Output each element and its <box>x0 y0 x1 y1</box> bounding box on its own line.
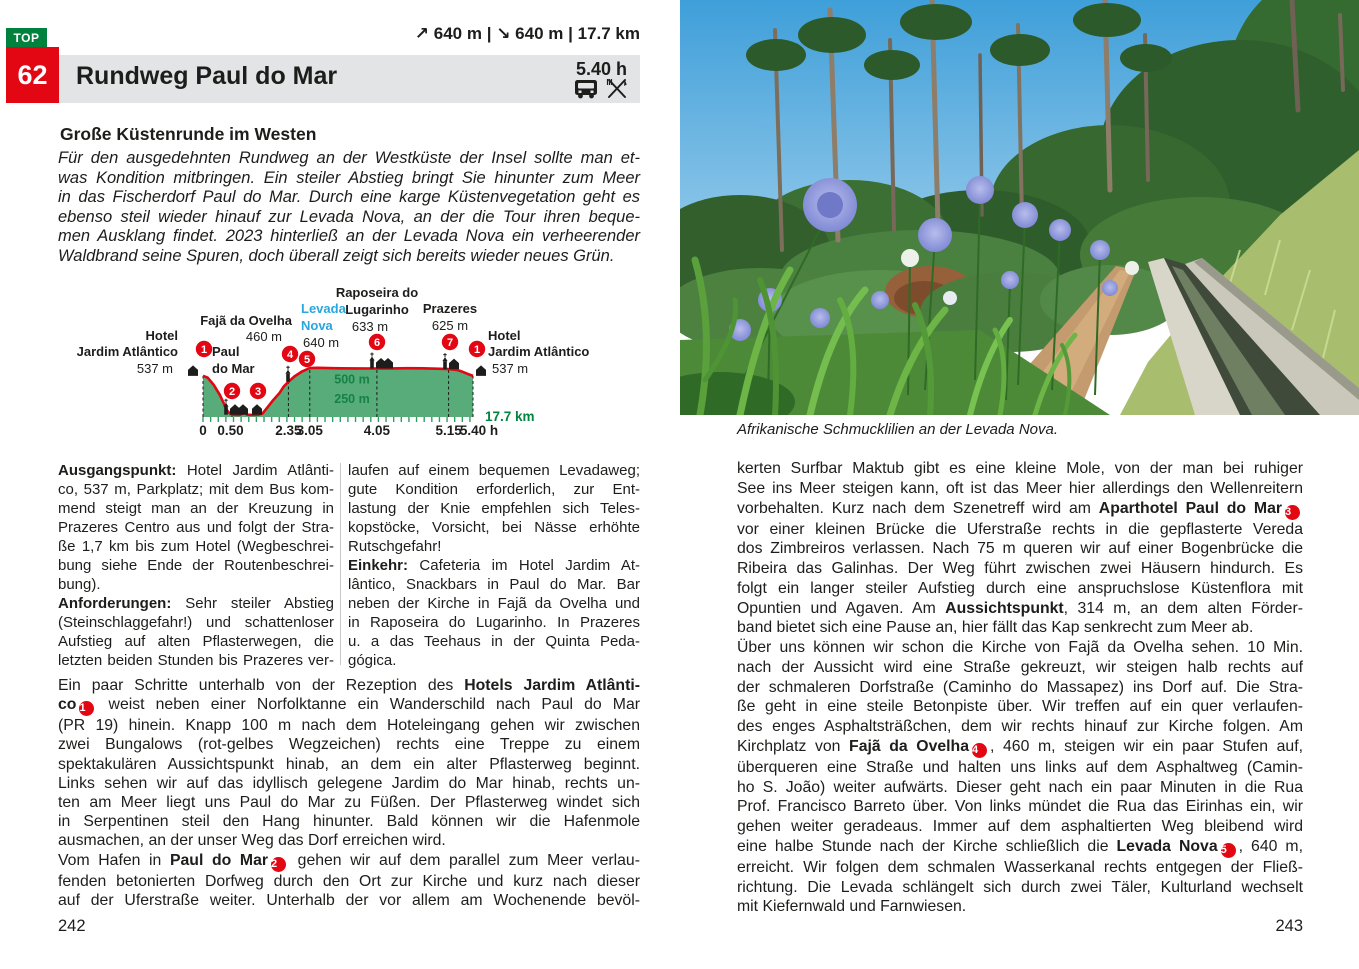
descent-value: 640 m <box>515 24 564 43</box>
text-line: spektakulären Aussichtspunkt hinab, an dem ein alter Pflasterweg beginnt. <box>58 755 640 773</box>
waypoint-name: Paul <box>212 344 240 359</box>
text-line: ho S. João) weiter aufwärts. Dieser geht nach ein paar Minuten in die Rua <box>737 778 1303 796</box>
waypoint-elevation: 640 m <box>303 335 340 350</box>
text-line: kerten Surfbar Maktub gibt es eine kleine Mole, von der man bei ruhiger <box>737 460 1303 477</box>
text-line: Opuntien und Agaven. Am Aussichtspunkt, 314 m, an dem alten Förder- <box>737 599 1303 617</box>
route-feature-icons <box>567 81 629 101</box>
info-column-refreshment <box>348 461 640 670</box>
waypoint-number: 6 <box>373 336 381 349</box>
waypoint-name: Levada <box>301 301 346 316</box>
gridline-label: 250 m <box>334 391 370 406</box>
church-icon <box>224 407 228 415</box>
church-icon <box>286 374 290 382</box>
text-line: ausmachen, an der unser Weg das Dorf erreichen wird. <box>58 832 446 850</box>
text-line: richtung. Die Levada schlängelt sich durch zwei Täler, Kulturland wechselt <box>737 878 1303 896</box>
text-line: des enges Asphaltsträßchen, dem wir rechts hinauf zur Kirche folgen. Am <box>737 718 1303 735</box>
text-line: fenden betonierten Dorfweg durch den Ort zur Kirche und kurz nach dieser <box>58 872 640 890</box>
time-tick-label: 2.35 <box>275 423 302 438</box>
time-tick-label: 4.05 <box>363 423 391 438</box>
stats-separator: | <box>568 24 573 43</box>
ascent-value: 640 m <box>433 24 482 43</box>
waypoint-number: 7 <box>446 336 454 349</box>
house-icon <box>238 404 248 415</box>
text-line: men Ausklang findet. 2023 hinterließ an der Levada Nova ein verheerender <box>58 227 640 246</box>
text-line: Ribeira das Galinhas. Der Weg führt zwischen zwei Häusern hindurch. Es <box>737 560 1303 577</box>
text-line: mend steigt man an der Kreuzung in <box>58 500 334 517</box>
text-line: lastung der Knie empfehlen sich Teles- <box>348 500 640 517</box>
intro-paragraph <box>58 149 640 267</box>
text-line: Links sehen wir auf das idyllisch gelegene Jardim do Mar hinab, rechts un- <box>58 774 640 792</box>
text-line: (Steinschlaggefahr!) und schattenloser <box>58 614 334 631</box>
house-icon <box>449 359 459 370</box>
route-description-left <box>58 676 640 910</box>
route-stats <box>240 24 640 44</box>
waypoint-name: Hotel <box>488 328 521 343</box>
text-line: Anforderungen: Sehr steiler Abstieg <box>58 595 334 612</box>
waypoint-name: Prazeres <box>422 301 478 316</box>
text-line: co, 537 m, Parkplatz; mit dem Bus kom- <box>58 481 334 498</box>
waypoint-name: Fajã da Ovelha <box>200 313 292 328</box>
column-divider <box>340 463 341 665</box>
waypoint-name: Lugarinho <box>345 302 409 317</box>
waypoint-number: 4 <box>286 348 294 361</box>
time-tick-label: 3.05 <box>296 423 323 438</box>
text-line: band bietet sich eine Pause an, hier fällt das Kap senkrecht zum Meer ab. <box>737 619 1254 637</box>
text-line: laufen auf einem bequemen Levadaweg; <box>348 462 640 479</box>
text-line: überqueren eine Straße und halten uns links auf dem Asphaltweg (Camin- <box>737 758 1303 776</box>
stats-separator: | <box>486 24 492 43</box>
text-line: See ins Meer steigen kann, oft ist das Meer hier allerdings den Wellenreitern <box>737 479 1303 497</box>
text-line: auf der Uferstraße weiter. Unterhalb der vor allem am Wochenende bevöl- <box>58 891 640 909</box>
text-line: Prof. Francisco Barreto über. Von links mündet die Rua das Eirinhas ein, wir <box>737 798 1303 816</box>
text-line: erreicht. Wir folgen dem schmalen Wasserkanal rechts entgegen der Fließ- <box>737 858 1303 876</box>
route-description-right <box>737 459 1303 917</box>
info-column-start <box>58 461 334 670</box>
text-line: zwei Bungalows (rot-gelbes Wegzeichen) rechts eine Treppe zu einem <box>58 736 640 754</box>
waypoint-elevation: 537 m <box>492 361 529 376</box>
text-line: ße geht in eine steile Betonpiste über. Wir treffen auf ein quer verlaufen- <box>737 698 1303 716</box>
waypoint-elevation: 537 m <box>136 361 173 376</box>
text-line: kopstöcke, Vorsicht, bei Nässe erhöhte <box>348 519 640 536</box>
text-line: ten am Meer liegt uns Paul do Mar zu Füßen. Der Pflasterweg windet sich <box>58 794 640 812</box>
elevation-profile-chart <box>60 283 640 453</box>
text-line: in das Fischerdorf Paul do Mar. Durch eine karge Küstenvegetation geht es <box>58 188 640 207</box>
total-distance-label: 17.7 km <box>484 409 535 424</box>
gridline-label: 500 m <box>334 372 370 387</box>
text-line: Aufstieg auf alten Pflasterwegen, die <box>58 633 334 650</box>
house-icon <box>383 358 393 369</box>
waypoint-number: 1 <box>200 343 208 356</box>
text-line: Rutschgefahr! <box>348 538 442 555</box>
levada-photo <box>680 0 1359 420</box>
text-line: lântico, Snackbars in Paul do Mar. Bar <box>348 576 640 593</box>
waypoint-marker: 2 <box>271 857 286 872</box>
waypoint-number: 5 <box>303 353 311 366</box>
waypoint-elevation: 460 m <box>245 329 282 344</box>
text-line: in Serpentinen steil den Hang hinunter. Bald können wir die Hafenmole <box>58 813 640 831</box>
waypoint-number: 2 <box>228 385 236 398</box>
text-line: vorbehalten. Kurz nach dem Szenetreff wird am Aparthotel Paul do Mar 3 <box>737 499 1303 520</box>
text-line: co 1 weist neben einer Norfolktanne ein Wanderschild nach Paul do Mar <box>58 696 640 715</box>
photo-caption: Afrikanische Schmucklilien an der Levada Nova. <box>737 421 1058 438</box>
route-title: Rundweg Paul do Mar <box>76 62 338 90</box>
house-icon <box>476 365 486 376</box>
bus-icon <box>573 79 599 104</box>
text-line: der schmaleren Dorfstraße (Caminho do Massapez) ins Dorf auf. Die Stra- <box>737 678 1303 696</box>
text-line: mit Kiefernwald und Farnwiesen. <box>737 898 967 916</box>
text-line: ebenso steil wieder hinauf zur Levada Nova, an der die Tour ihren beque- <box>58 207 640 226</box>
text-line: ße 1,7 km bis zum Hotel (Wegbeschrei- <box>58 538 334 555</box>
text-line: letzten beiden Stunden bis Prazeres ver- <box>58 652 334 669</box>
waypoint-elevation: 633 m <box>351 319 389 334</box>
text-line: Ausgangspunkt: Hotel Jardim Atlânti- <box>58 462 334 479</box>
page-number-right: 243 <box>1275 917 1303 935</box>
waypoint-marker: 1 <box>79 701 94 716</box>
text-line: Ein paar Schritte unterhalb von der Rezeption des Hotels Jardim Atlânti- <box>58 677 640 694</box>
text-line: eine halbe Stunde nach der Kirche schließlich die Levada Nova 5 , 640 m, <box>737 837 1303 856</box>
house-icon <box>252 404 262 415</box>
time-tick-label: 5.40 h <box>459 423 499 438</box>
section-subtitle: Große Küstenrunde im Westen <box>60 124 317 144</box>
text-line: Kirchplatz von Fajã da Ovelha 4 , 460 m, steigen wir ein paar Stufen auf, <box>737 737 1303 756</box>
waypoint-name: Jardim Atlântico <box>488 344 590 359</box>
text-line: bung siehe Ende der Routenbeschrei- <box>58 557 334 574</box>
church-icon <box>370 361 374 369</box>
text-line: Über uns können wir schon die Kirche von Fajã da Ovelha sehen. 10 Min. <box>737 639 1303 656</box>
text-line: u. a das Teehaus in der Quinta Peda- <box>348 633 640 650</box>
text-line: gute Kondition erforderlich, zur Ent- <box>348 481 640 498</box>
waypoint-name: do Mar <box>212 361 255 376</box>
text-line: Prazeres Centro aus und folgt der Stra- <box>58 519 334 536</box>
text-line: in Raposeira do Lugarinho. In Prazeres <box>348 614 640 631</box>
waypoint-elevation: 625 m <box>431 318 469 333</box>
text-line: folgt ein langer steiler Aufstieg durch eine anspruchslose Küstenflora mit <box>737 579 1303 597</box>
text-line: dos Zimbreiros verlassen. Nach 75 m queren wir auf einer Bogenbrücke die <box>737 540 1303 558</box>
duration-label: 5.40 h <box>575 59 627 79</box>
distance-value: 17.7 km <box>577 24 640 43</box>
house-icon <box>188 365 198 376</box>
text-line: gógica. <box>348 652 397 669</box>
route-number-badge: 62 <box>6 47 59 103</box>
text-line: Vom Hafen in Paul do Mar 2 gehen wir auf dem parallel zum Meer verlau- <box>58 851 640 870</box>
waypoint-number: 3 <box>254 385 262 398</box>
text-line: nach der Aussicht wird eine Straße gekreuzt, wir steigen halb rechts auf <box>737 658 1303 676</box>
text-line: vor einer kleinen Brücke die Uferstraße rechts in die gepflasterte Vereda <box>737 520 1303 538</box>
text-line: bung). <box>58 576 101 593</box>
text-line: was Kondition mitbringen. Ein steiler Abstieg bringt Sie hinunter zum Meer <box>58 168 640 187</box>
text-line: gehen weiter geradeaus. Immer auf dem asphaltierten Weg bleibend wird <box>737 818 1303 835</box>
church-icon <box>443 361 447 369</box>
text-line: neben der Kirche in Fajã da Ovelha und <box>348 595 640 612</box>
waypoint-name: Jardim Atlântico <box>76 344 178 359</box>
ascent-arrow-icon: ↗ <box>414 24 430 43</box>
time-tick-label: 5.15 <box>435 423 462 438</box>
page-number-left: 242 <box>58 917 86 935</box>
waypoint-marker: 4 <box>972 743 987 758</box>
waypoint-name: Nova <box>301 318 333 333</box>
waypoint-name: Raposeira do <box>335 285 419 300</box>
time-tick-label: 0.50 <box>217 423 244 438</box>
top-badge: TOP <box>6 28 47 47</box>
waypoint-number: 1 <box>473 343 481 356</box>
text-line: Für den ausgedehnten Rundweg an der Westküste der Insel sollte man et- <box>58 149 640 167</box>
waypoint-name: Hotel <box>145 328 178 343</box>
time-tick-label: 0 <box>199 423 207 438</box>
restaurant-icon <box>605 78 629 105</box>
text-line: (PR 19) hinein. Knapp 100 m nach dem Hoteleingang gehen wir zwischen <box>58 717 640 735</box>
text-line: Einkehr: Cafeteria im Hotel Jardim At- <box>348 557 640 574</box>
waypoint-marker: 5 <box>1221 843 1236 858</box>
descent-arrow-icon: ↘ <box>496 24 511 43</box>
text-line: Waldbrand seine Spuren, doch überall zeigt sich bereits wieder neues Grün. <box>58 246 615 265</box>
waypoint-marker: 3 <box>1285 505 1300 520</box>
